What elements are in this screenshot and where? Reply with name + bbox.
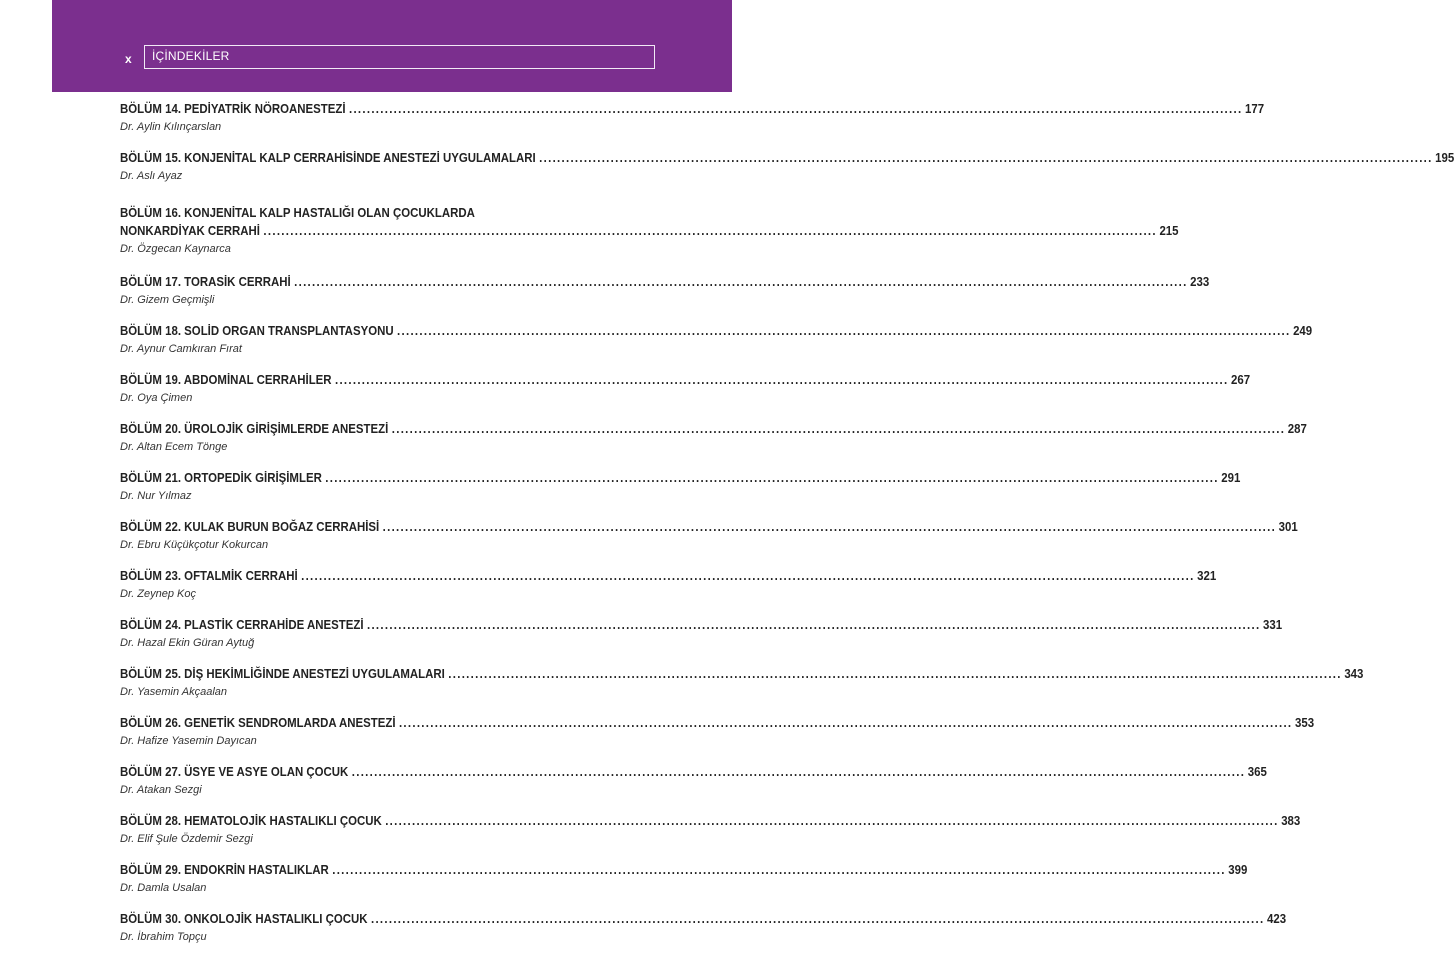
- chapter-title: BÖLÜM 23. OFTALMİK CERRAHİ: [120, 568, 298, 583]
- chapter-title: BÖLÜM 14. PEDİYATRİK NÖROANESTEZİ: [120, 101, 346, 116]
- dot-leader: ........................................................................................................................................................................................................: [335, 372, 1229, 387]
- toc-entry[interactable]: [120, 322, 1313, 356]
- chapter-title: NONKARDİYAK CERRAHİ: [120, 223, 260, 238]
- dot-leader: ........................................................................................................................................................................................................: [370, 911, 1265, 926]
- chapter-title: BÖLÜM 30. ONKOLOJİK HASTALIKLI ÇOCUK: [120, 911, 368, 926]
- dot-leader: ........................................................................................................................................................................................................: [382, 519, 1277, 534]
- chapter-author: Dr. Altan Ecem Tönge: [120, 441, 228, 453]
- chapter-page: 399: [1228, 862, 1248, 877]
- page-number: x: [125, 52, 132, 66]
- chapter-title: BÖLÜM 29. ENDOKRİN HASTALIKLAR: [120, 862, 329, 877]
- dot-leader: ........................................................................................................................................................................................................: [325, 470, 1219, 485]
- chapter-title: BÖLÜM 26. GENETİK SENDROMLARDA ANESTEZİ: [120, 715, 396, 730]
- chapter-page: 383: [1281, 813, 1301, 828]
- chapter-page: 249: [1293, 323, 1313, 338]
- chapter-author: Dr. Hazal Ekin Güran Aytuğ: [120, 637, 255, 649]
- dot-leader: ........................................................................................................................................................................................................: [385, 813, 1279, 828]
- chapter-author: Dr. Damla Usalan: [120, 882, 207, 894]
- chapter-page: 215: [1159, 223, 1179, 238]
- chapter-author: Dr. Aylin Kılınçarslan: [120, 121, 222, 133]
- chapter-title: BÖLÜM 27. ÜSYE VE ASYE OLAN ÇOCUK: [120, 764, 349, 779]
- chapter-page: 331: [1263, 617, 1283, 632]
- dot-leader: ........................................................................................................................................................................................................: [397, 323, 1291, 338]
- chapter-author: Dr. Gizem Geçmişli: [120, 294, 215, 306]
- chapter-title: BÖLÜM 18. SOLİD ORGAN TRANSPLANTASYONU: [120, 323, 394, 338]
- toc-entry[interactable]: [120, 204, 1179, 256]
- toc-entry[interactable]: [120, 861, 1248, 895]
- chapter-author: Dr. Elif Şule Özdemir Sezgi: [120, 833, 253, 845]
- dot-leader: ........................................................................................................................................................................................................: [391, 421, 1286, 436]
- chapter-page: 301: [1278, 519, 1298, 534]
- dot-leader: ........................................................................................................................................................................................................: [398, 715, 1293, 730]
- toc-entry[interactable]: [120, 518, 1298, 552]
- chapter-author: Dr. Özgecan Kaynarca: [120, 243, 231, 255]
- chapter-title: BÖLÜM 15. KONJENİTAL KALP CERRAHİSİNDE ANESTEZİ UYGULAMALARI: [120, 150, 536, 165]
- dot-leader: ........................................................................................................................................................................................................: [294, 274, 1188, 289]
- chapter-page: 353: [1294, 715, 1315, 730]
- chapter-title: BÖLÜM 19. ABDOMİNAL CERRAHİLER: [120, 372, 332, 387]
- chapter-page: 195: [1435, 150, 1454, 165]
- chapter-author: Dr. Nur Yılmaz: [120, 490, 192, 502]
- chapter-page: 321: [1197, 568, 1217, 583]
- dot-leader: ........................................................................................................................................................................................................: [349, 101, 1243, 116]
- chapter-author: Dr. Zeynep Koç: [120, 588, 197, 600]
- toc-entry[interactable]: [120, 812, 1301, 846]
- chapter-author: Dr. Hafize Yasemin Dayıcan: [120, 735, 257, 747]
- chapter-page: 177: [1245, 101, 1265, 116]
- toc-entry[interactable]: [120, 714, 1315, 748]
- page-header: [52, 0, 732, 92]
- chapter-page: 287: [1287, 421, 1307, 436]
- chapter-title: BÖLÜM 20. ÜROLOJİK GİRİŞİMLERDE ANESTEZİ: [120, 421, 389, 436]
- chapter-page: 233: [1190, 274, 1210, 289]
- chapter-author: Dr. Oya Çimen: [120, 392, 193, 404]
- chapter-title: BÖLÜM 25. DİŞ HEKİMLİĞİNDE ANESTEZİ UYGULAMALARI: [120, 666, 445, 681]
- toc-entry[interactable]: [120, 420, 1307, 454]
- dot-leader: ........................................................................................................................................................................................................: [539, 150, 1433, 165]
- chapter-author: Dr. İbrahim Topçu: [120, 931, 207, 943]
- toc-entry[interactable]: [120, 469, 1241, 503]
- dot-leader: ........................................................................................................................................................................................................: [351, 764, 1246, 779]
- toc-entry[interactable]: [120, 763, 1267, 797]
- dot-leader: ........................................................................................................................................................................................................: [263, 223, 1157, 238]
- chapter-author: Dr. Aslı Ayaz: [120, 170, 183, 182]
- chapter-page: 365: [1247, 764, 1267, 779]
- chapter-page: 291: [1221, 470, 1241, 485]
- chapter-page: 343: [1344, 666, 1364, 681]
- toc-entry[interactable]: [120, 910, 1287, 944]
- section-title-box: [144, 45, 655, 69]
- chapter-author: Dr. Ebru Küçükçotur Kokurcan: [120, 539, 269, 551]
- chapter-title: BÖLÜM 24. PLASTİK CERRAHİDE ANESTEZİ: [120, 617, 364, 632]
- dot-leader: ........................................................................................................................................................................................................: [332, 862, 1226, 877]
- dot-leader: ........................................................................................................................................................................................................: [301, 568, 1195, 583]
- chapter-title-line1: BÖLÜM 16. KONJENİTAL KALP HASTALIĞI OLAN ÇOCUKLARDA: [120, 205, 475, 220]
- dot-leader: ........................................................................................................................................................................................................: [366, 617, 1261, 632]
- toc-entry[interactable]: [120, 665, 1364, 699]
- chapter-title: BÖLÜM 17. TORASİK CERRAHİ: [120, 274, 291, 289]
- toc-entry[interactable]: [120, 100, 1265, 134]
- chapter-author: Dr. Yasemin Akçaalan: [120, 686, 227, 698]
- chapter-page: 423: [1267, 911, 1287, 926]
- chapter-title: BÖLÜM 28. HEMATOLOJİK HASTALIKLI ÇOCUK: [120, 813, 382, 828]
- chapter-author: Dr. Aynur Camkıran Fırat: [120, 343, 242, 355]
- chapter-title: BÖLÜM 22. KULAK BURUN BOĞAZ CERRAHİSİ: [120, 519, 380, 534]
- chapter-title: BÖLÜM 21. ORTOPEDİK GİRİŞİMLER: [120, 470, 322, 485]
- chapter-page: 267: [1231, 372, 1251, 387]
- chapter-author: Dr. Atakan Sezgi: [120, 784, 202, 796]
- toc-entry[interactable]: [120, 149, 1454, 183]
- dot-leader: ........................................................................................................................................................................................................: [448, 666, 1342, 681]
- section-title: İÇİNDEKİLER: [152, 49, 230, 63]
- toc-entry[interactable]: [120, 371, 1251, 405]
- toc-entry[interactable]: [120, 567, 1217, 601]
- toc-entry[interactable]: [120, 273, 1210, 307]
- toc-entry[interactable]: [120, 616, 1283, 650]
